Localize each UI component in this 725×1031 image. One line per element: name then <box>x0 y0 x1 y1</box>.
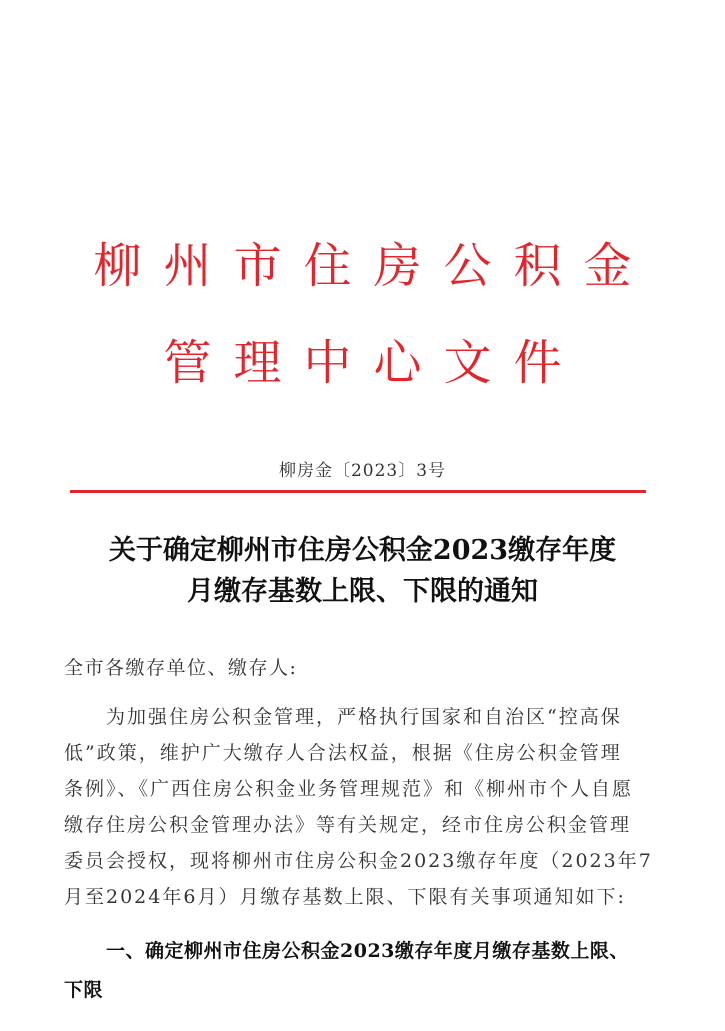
section-heading-line2: 下限 <box>64 979 104 1001</box>
body-line: 月至2024年6月）月缴存基数上限、下限有关事项通知如下: <box>64 886 626 908</box>
body-line: 为加强住房公积金管理，严格执行国家和自治区“控高保 <box>106 706 622 728</box>
notice-title-line2: 月缴存基数上限、下限的通知 <box>187 576 538 607</box>
notice-title-line1: 关于确定柳州市住房公积金2023缴存年度 <box>108 535 617 566</box>
red-divider <box>70 490 646 493</box>
body-line: 委员会授权，现将柳州市住房公积金2023缴存年度（2023年7 <box>64 850 653 872</box>
body-line: 缴存住房公积金管理办法》等有关规定，经市住房公积金管理 <box>64 814 632 836</box>
body-line: 条例》、《广西住房公积金业务管理规范》和《柳州市个人自愿 <box>64 778 634 800</box>
section-heading-line1: 一、确定柳州市住房公积金2023缴存年度月缴存基数上限、 <box>106 940 629 962</box>
agency-header-line2: 管理中心文件 <box>163 335 584 391</box>
body-line: 低”政策，维护广大缴存人合法权益，根据《住房公积金管理 <box>64 742 622 764</box>
salutation: 全市各缴存单位、缴存人: <box>64 657 298 679</box>
document-number: 柳房金〔2023〕3号 <box>278 461 447 481</box>
agency-header-line1: 柳州市住房公积金 <box>93 238 654 294</box>
